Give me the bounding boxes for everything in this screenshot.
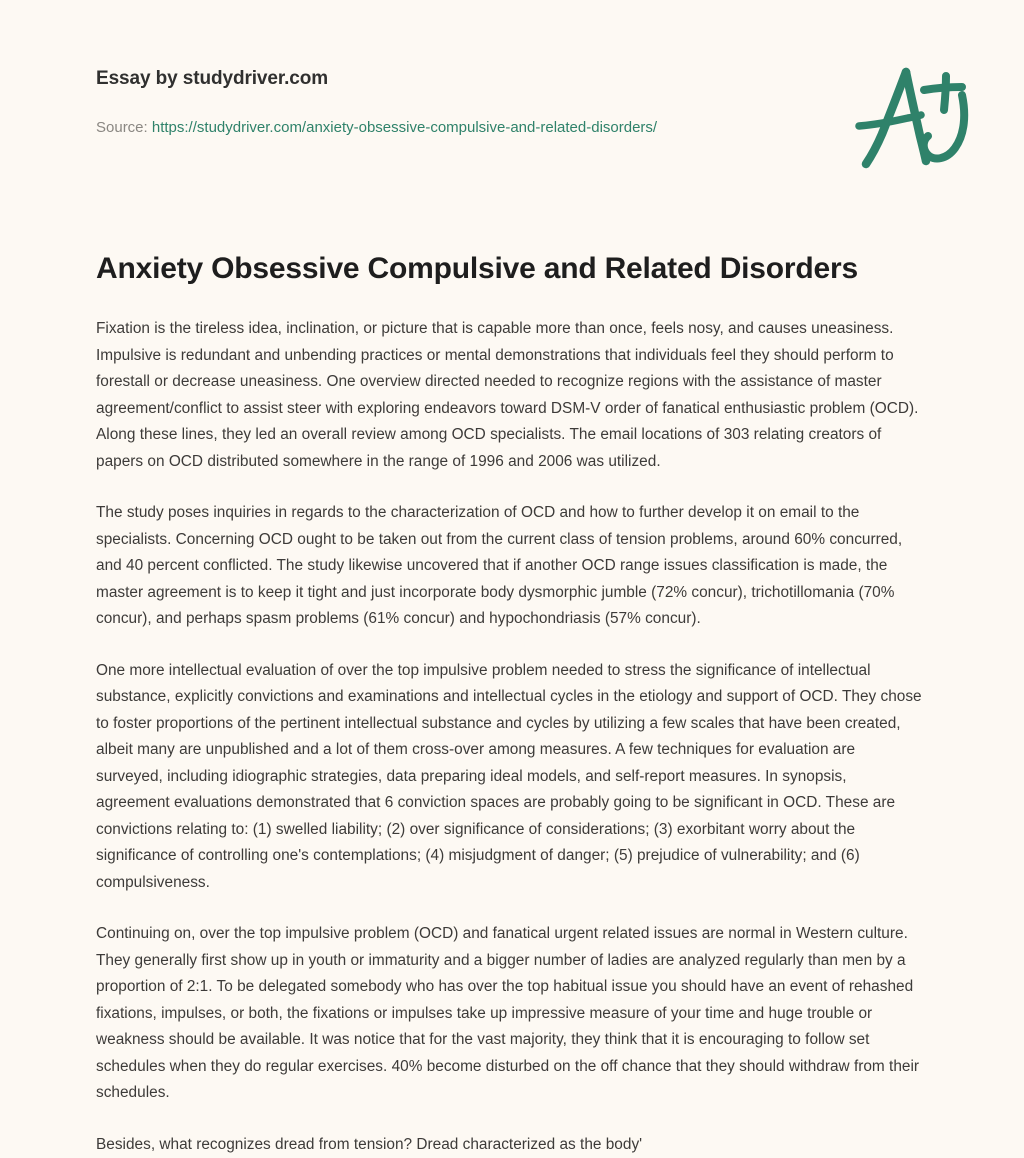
- article-body: [96, 316, 924, 1158]
- body-paragraph: One more intellectual evaluation of over the top impulsive problem needed to stress the significance of intellectual substance, explicitly convictions and examinations and intellectual cycles in the etiology and support of OCD. They chose to foster proportions of the pertinent intellectual substance and cycles by utilizing a few scales that have been created, albeit many are unpublished and a lot of them cross-over among measures. A few techniques for evaluation are surveyed, including idiographic strategies, data preparing ideal models, and self-report measures. In synopsis, agreement evaluations demonstrated that 6 conviction spaces are probably going to be significant in OCD. These are convictions relating to: (1) swelled liability; (2) over significance of considerations; (3) exorbitant worry about the significance of controlling one's contemplations; (4) misjudgment of danger; (5) prejudice of vulnerability; and (6) compulsiveness.: [96, 658, 924, 897]
- body-paragraph: Fixation is the tireless idea, inclination, or picture that is capable more than once, feels nosy, and causes uneasiness. Impulsive is redundant and unbending practices or mental demonstrations that individuals feel they should perform to forestall or decrease uneasiness. One overview directed needed to recognize regions with the assistance of master agreement/conflict to assist steer with exploring endeavors toward DSM-V order of fanatical enthusiastic problem (OCD). Along these lines, they led an overall review among OCD specialists. The email locations of 303 relating creators of papers on OCD distributed somewhere in the range of 1996 and 2006 was utilized.: [96, 316, 924, 475]
- body-paragraph: The study poses inquiries in regards to the characterization of OCD and how to further develop it on email to the specialists. Concerning OCD ought to be taken out from the current class of tension problems, around 60% concurred, and 40 percent conflicted. The study likewise uncovered that if another OCD range issues classification is made, the master agreement is to keep it tight and just incorporate body dysmorphic jumble (72% concur), trichotillomania (70% concur), and perhaps spasm problems (61% concur) and hypochondriasis (57% concur).: [96, 500, 924, 633]
- document-header: [96, 66, 928, 186]
- body-paragraph: Besides, what recognizes dread from tension? Dread characterized as the body': [96, 1132, 924, 1158]
- essay-byline: Essay by studydriver.com: [96, 66, 928, 92]
- source-url-link[interactable]: https://studydriver.com/anxiety-obsessive-compulsive-and-related-disorders/: [152, 119, 657, 136]
- page-title: Anxiety Obsessive Compulsive and Related Disorders: [96, 250, 944, 288]
- source-label: Source:: [96, 119, 148, 136]
- source-line: [96, 117, 657, 139]
- body-paragraph: Continuing on, over the top impulsive problem (OCD) and fanatical urgent related issues are normal in Western culture. They generally first show up in youth or immaturity and a bigger number of ladies are analyzed regularly than men by a proportion of 2:1. To be delegated somebody who has over the top habitual issue you should have an event of rehashed fixations, impulses, or both, the fixations or impulses take up impressive measure of your time and huge trouble or weakness should be available. It was notice that for the vast majority, they think that it is encouraging to follow set schedules when they do regular exercises. 40% become disturbed on the off chance that they should withdraw from their schedules.: [96, 921, 924, 1107]
- studydriver-a-plus-logo-icon: [850, 58, 980, 176]
